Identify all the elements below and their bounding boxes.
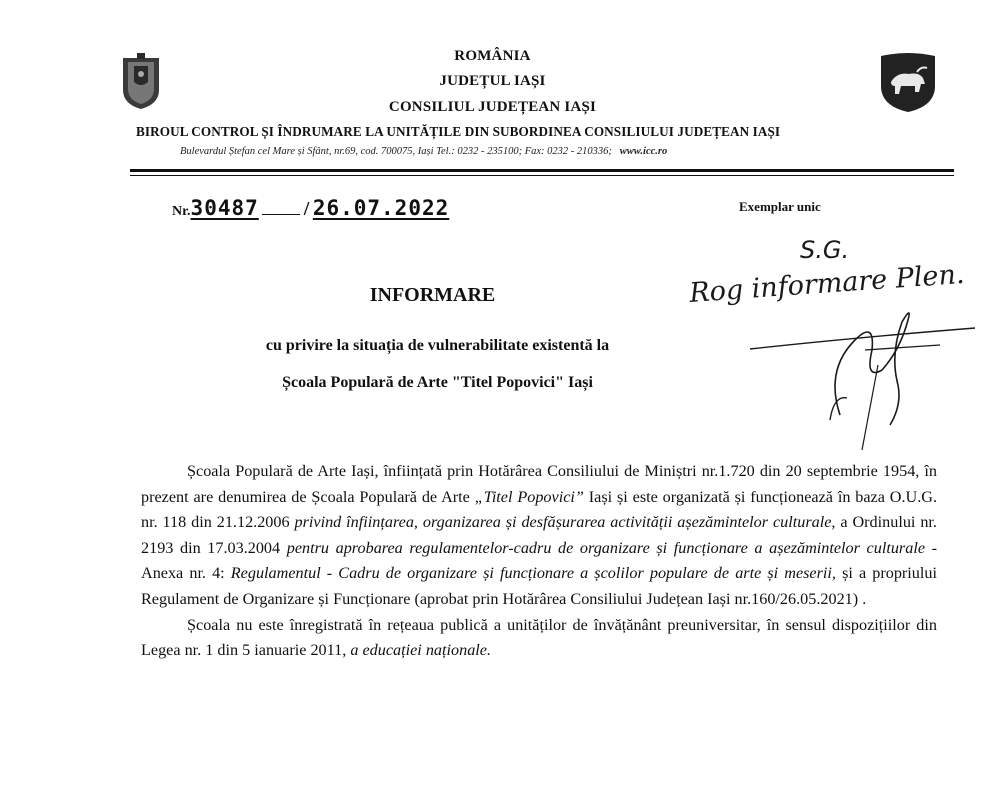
website-link[interactable]: www.icc.ro bbox=[619, 146, 668, 157]
body-paragraph-2 bbox=[141, 613, 937, 664]
p1-run-6: - Anexa nr. 4: bbox=[141, 538, 938, 583]
handwritten-annotation bbox=[650, 220, 980, 450]
body-paragraph-1 bbox=[141, 459, 937, 613]
nr-label: Nr. bbox=[172, 204, 191, 219]
p1-run-4: , a Ordinului nr. 2193 din 17.03.2004 bbox=[141, 513, 937, 557]
p1-run-2: Iași și este organizată și funcționează în baza O.U.G. nr. 118 din 21.12.2006 bbox=[141, 487, 937, 532]
handwritten-initials: S.G. bbox=[800, 236, 850, 264]
address-text: Bulevardul Ștefan cel Mare și Sfânt, nr.69, cod. 700075, Iași Tel.: 0232 - 235100; Fax: 0232 - 210336; bbox=[180, 146, 612, 157]
handwritten-note: Rog informare Plen. bbox=[688, 258, 966, 309]
p1-run-8: și a propriului Regulament de Organizare și Funcționare (aprobat prin Hotărârea Consiliului Județean Iași nr.160/26.05.2021) . bbox=[141, 564, 937, 608]
p1-run-7: Regulamentul - Cadru de organizare și funcționare a școlilor populare de arte și meserii, bbox=[230, 564, 836, 583]
document-subtitle-2: Școala Populară de Arte "Titel Popovici" Iași bbox=[282, 374, 593, 391]
document-body bbox=[141, 459, 937, 664]
registration-number: Nr.30487 / 26.07.2022 bbox=[172, 196, 450, 220]
header-country: ROMÂNIA bbox=[454, 48, 531, 64]
copy-note: Exemplar unic bbox=[739, 199, 821, 214]
signature-mark bbox=[835, 313, 909, 425]
p1-run-0: Școala Populară de Arte Iași, înființată prin Hotărârea Consiliului de Miniștri nr.1.720 din 20 septembrie 1954, în prezent are denumirea de Școala Populară de Arte bbox=[141, 462, 937, 506]
nr-date: 26.07.2022 bbox=[312, 196, 450, 220]
p2-run-1: a educației naționale. bbox=[350, 641, 492, 660]
header-council: CONSILIUL JUDEȚEAN IAȘI bbox=[388, 99, 597, 115]
p1-run-5: pentru aprobarea regulamentelor-cadru de organizare și funcționare a așezămintelor culturale bbox=[286, 538, 926, 557]
p2-run-0: Școala nu este înregistrată în rețeaua publică a unităților de învățănânt preuniversitar, în sensul dispozițiilor din Legea nr. 1 din 5 ianuarie 2011, bbox=[141, 615, 937, 660]
header-rule-thin bbox=[130, 175, 954, 176]
header-county: JUDEȚUL IAȘI bbox=[439, 73, 546, 89]
document-title: INFORMARE bbox=[369, 284, 496, 306]
header-rule-thick bbox=[130, 169, 954, 172]
header-address bbox=[180, 146, 667, 157]
document-subtitle-1: cu privire la situația de vulnerabilitate existentă la bbox=[265, 337, 610, 354]
nr-value: 30487 bbox=[190, 196, 259, 220]
header-office: BIROUL CONTROL ȘI ÎNDRUMARE LA UNITĂȚILE DIN SUBORDINEA CONSILIULUI JUDEȚEAN IAȘI bbox=[136, 124, 781, 139]
p1-run-1: „Titel Popovici” bbox=[474, 487, 584, 506]
p1-run-3: privind înființarea, organizarea și desfășurarea activității așezămintelor culturale bbox=[294, 513, 832, 532]
